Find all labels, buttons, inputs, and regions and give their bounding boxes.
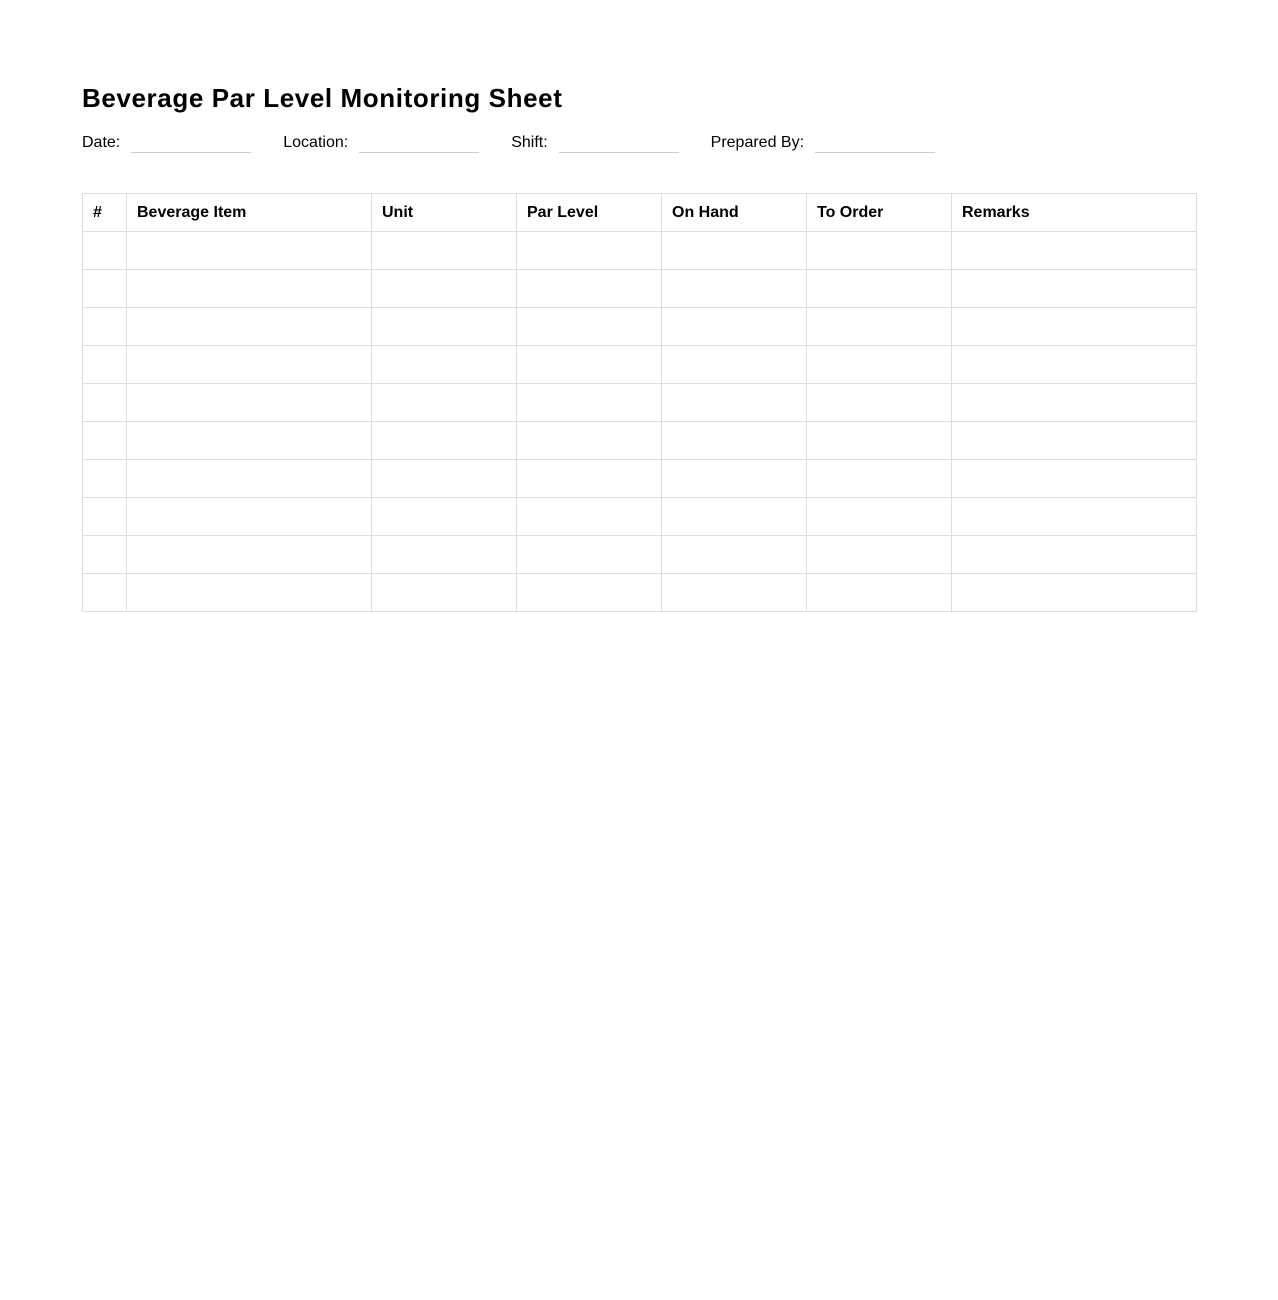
cell-remarks[interactable]: [952, 498, 1197, 536]
cell-beverage-item[interactable]: [127, 232, 372, 270]
cell-remarks[interactable]: [952, 384, 1197, 422]
cell-number[interactable]: [83, 460, 127, 498]
location-label: Location:: [283, 134, 349, 151]
table-row: [83, 498, 1197, 536]
cell-on-hand[interactable]: [662, 498, 807, 536]
date-input-line[interactable]: [131, 133, 251, 153]
cell-remarks[interactable]: [952, 308, 1197, 346]
cell-to-order[interactable]: [807, 308, 952, 346]
cell-to-order[interactable]: [807, 346, 952, 384]
cell-on-hand[interactable]: [662, 460, 807, 498]
cell-par-level[interactable]: [517, 574, 662, 612]
cell-number[interactable]: [83, 384, 127, 422]
cell-par-level[interactable]: [517, 384, 662, 422]
cell-par-level[interactable]: [517, 422, 662, 460]
cell-to-order[interactable]: [807, 460, 952, 498]
cell-on-hand[interactable]: [662, 384, 807, 422]
table-row: [83, 536, 1197, 574]
cell-beverage-item[interactable]: [127, 384, 372, 422]
cell-beverage-item[interactable]: [127, 422, 372, 460]
cell-on-hand[interactable]: [662, 270, 807, 308]
prepared-by-field: [711, 133, 935, 153]
date-field: [82, 133, 251, 153]
cell-unit[interactable]: [372, 346, 517, 384]
cell-number[interactable]: [83, 422, 127, 460]
table-row: [83, 346, 1197, 384]
column-header-remarks: Remarks: [952, 194, 1197, 232]
cell-remarks[interactable]: [952, 536, 1197, 574]
cell-to-order[interactable]: [807, 232, 952, 270]
cell-par-level[interactable]: [517, 232, 662, 270]
cell-on-hand[interactable]: [662, 422, 807, 460]
table-row: [83, 308, 1197, 346]
cell-number[interactable]: [83, 346, 127, 384]
column-header-par-level: Par Level: [517, 194, 662, 232]
table-row: [83, 232, 1197, 270]
shift-field: [511, 133, 678, 153]
cell-beverage-item[interactable]: [127, 536, 372, 574]
cell-on-hand[interactable]: [662, 308, 807, 346]
cell-number[interactable]: [83, 574, 127, 612]
cell-unit[interactable]: [372, 536, 517, 574]
table-row: [83, 422, 1197, 460]
cell-number[interactable]: [83, 232, 127, 270]
column-header-to-order: To Order: [807, 194, 952, 232]
cell-unit[interactable]: [372, 498, 517, 536]
cell-par-level[interactable]: [517, 536, 662, 574]
cell-to-order[interactable]: [807, 384, 952, 422]
cell-beverage-item[interactable]: [127, 308, 372, 346]
shift-input-line[interactable]: [559, 133, 679, 153]
column-header-beverage-item: Beverage Item: [127, 194, 372, 232]
cell-to-order[interactable]: [807, 536, 952, 574]
cell-par-level[interactable]: [517, 308, 662, 346]
table-row: [83, 460, 1197, 498]
cell-unit[interactable]: [372, 270, 517, 308]
cell-remarks[interactable]: [952, 270, 1197, 308]
cell-to-order[interactable]: [807, 270, 952, 308]
table-body: [83, 232, 1197, 612]
cell-par-level[interactable]: [517, 346, 662, 384]
cell-remarks[interactable]: [952, 422, 1197, 460]
prepared-by-label: Prepared By:: [710, 134, 805, 151]
cell-remarks[interactable]: [952, 460, 1197, 498]
cell-par-level[interactable]: [517, 270, 662, 308]
cell-unit[interactable]: [372, 422, 517, 460]
date-label: Date:: [82, 134, 121, 151]
location-input-line[interactable]: [359, 133, 479, 153]
cell-beverage-item[interactable]: [127, 574, 372, 612]
cell-on-hand[interactable]: [662, 232, 807, 270]
cell-to-order[interactable]: [807, 422, 952, 460]
cell-remarks[interactable]: [952, 346, 1197, 384]
table-row: [83, 574, 1197, 612]
cell-remarks[interactable]: [952, 574, 1197, 612]
cell-unit[interactable]: [372, 232, 517, 270]
cell-unit[interactable]: [372, 384, 517, 422]
cell-par-level[interactable]: [517, 498, 662, 536]
cell-on-hand[interactable]: [662, 574, 807, 612]
cell-number[interactable]: [83, 536, 127, 574]
cell-unit[interactable]: [372, 574, 517, 612]
table-row: [83, 384, 1197, 422]
cell-number[interactable]: [83, 270, 127, 308]
shift-label: Shift:: [511, 134, 548, 151]
cell-beverage-item[interactable]: [127, 346, 372, 384]
location-field: [283, 133, 479, 153]
column-header-number: #: [83, 194, 127, 232]
cell-par-level[interactable]: [517, 460, 662, 498]
cell-number[interactable]: [83, 308, 127, 346]
column-header-on-hand: On Hand: [662, 194, 807, 232]
cell-beverage-item[interactable]: [127, 460, 372, 498]
page-title: Beverage Par Level Monitoring Sheet: [82, 83, 563, 113]
table-header-row: [83, 194, 1197, 232]
cell-unit[interactable]: [372, 308, 517, 346]
cell-remarks[interactable]: [952, 232, 1197, 270]
cell-number[interactable]: [83, 498, 127, 536]
cell-beverage-item[interactable]: [127, 498, 372, 536]
cell-unit[interactable]: [372, 460, 517, 498]
par-level-table: [82, 193, 1197, 612]
cell-to-order[interactable]: [807, 574, 952, 612]
prepared-by-input-line[interactable]: [815, 133, 935, 153]
meta-fields: [82, 133, 967, 153]
cell-on-hand[interactable]: [662, 536, 807, 574]
cell-beverage-item[interactable]: [127, 270, 372, 308]
cell-on-hand[interactable]: [662, 346, 807, 384]
column-header-unit: Unit: [372, 194, 517, 232]
cell-to-order[interactable]: [807, 498, 952, 536]
table-row: [83, 270, 1197, 308]
